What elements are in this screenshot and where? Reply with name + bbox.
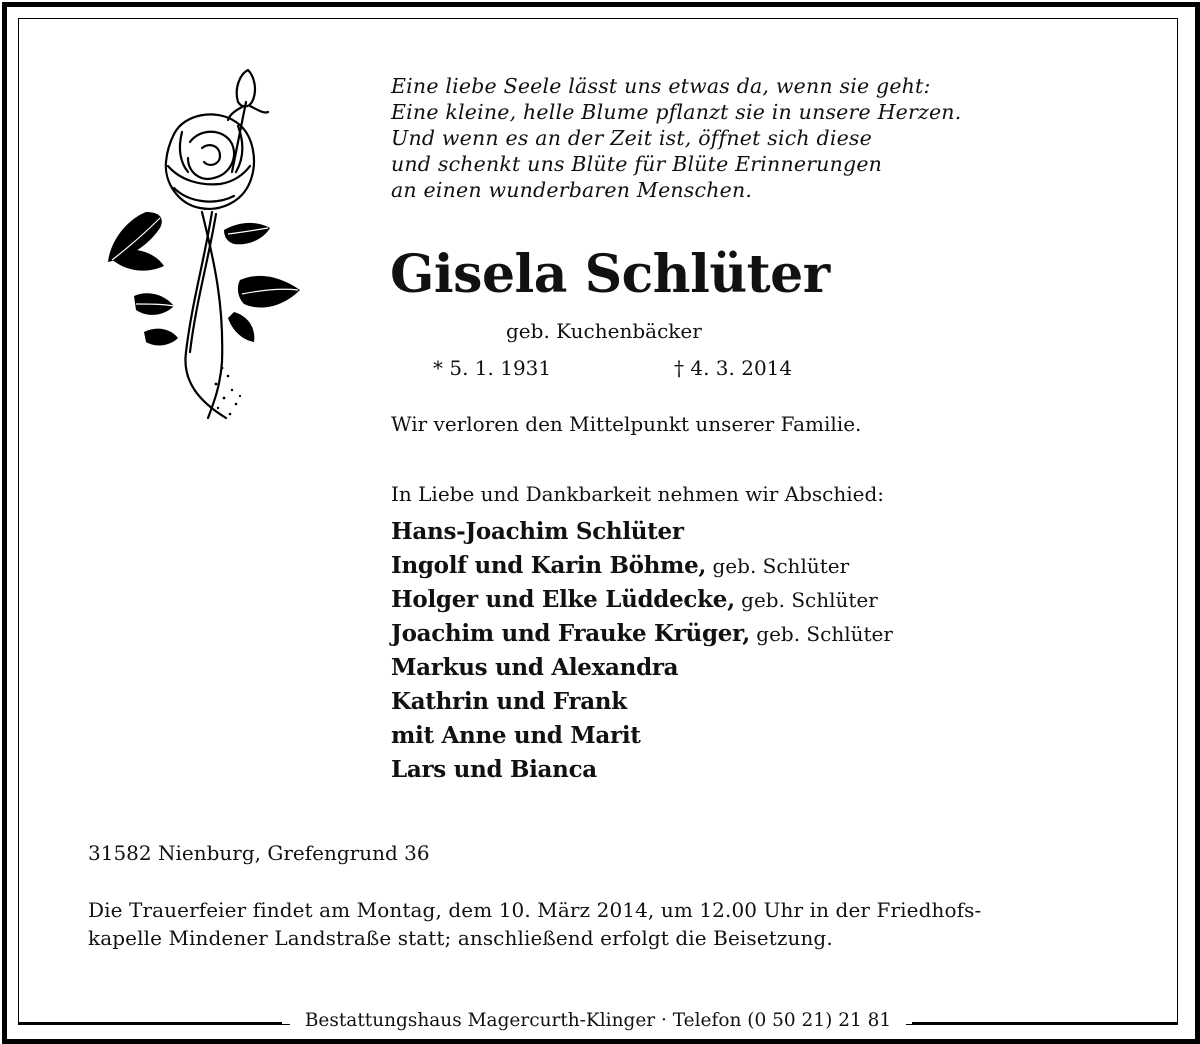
poem-line: Eine kleine, helle Blume pflanzt sie in unsere Herzen. xyxy=(391,100,962,124)
mourner-name: Kathrin und Frank xyxy=(391,688,627,715)
mourner-name: Ingolf und Karin Böhme, xyxy=(391,552,707,579)
mourner-name: Joachim und Frauke Krüger, xyxy=(391,620,750,647)
service-line: kapelle Mindener Landstraße statt; anschließend erfolgt die Beisetzung. xyxy=(88,926,833,950)
mourners-list xyxy=(391,515,893,787)
list-item xyxy=(391,753,893,787)
mourner-suffix: geb. Schlüter xyxy=(734,588,878,612)
poem-line: Und wenn es an der Zeit ist, öffnet sich diese xyxy=(391,126,872,150)
list-item xyxy=(391,583,893,617)
mourner-name: Hans-Joachim Schlüter xyxy=(391,518,684,545)
list-item xyxy=(391,719,893,753)
poem-line: Eine liebe Seele lässt uns etwas da, wenn sie geht: xyxy=(391,74,931,98)
funeral-service-info xyxy=(88,896,981,952)
service-line: Die Trauerfeier findet am Montag, dem 10. März 2014, um 12.00 Uhr in der Friedhofs- xyxy=(88,898,982,922)
list-item xyxy=(391,617,893,651)
family-tagline: Wir verloren den Mittelpunkt unserer Familie. xyxy=(391,412,862,436)
mourner-name: Markus und Alexandra xyxy=(391,654,679,681)
mourner-name: Holger und Elke Lüddecke, xyxy=(391,586,735,613)
footer-rule-left xyxy=(18,1022,282,1025)
rose-icon xyxy=(104,62,306,422)
list-item xyxy=(391,515,893,549)
family-address: 31582 Nienburg, Grefengrund 36 xyxy=(88,841,430,865)
death-date: † 4. 3. 2014 xyxy=(674,356,793,380)
list-item xyxy=(391,549,893,583)
funeral-home-footer: Bestattungshaus Magercurth-Klinger · Telefon (0 50 21) 21 81 xyxy=(290,1008,906,1034)
list-item xyxy=(391,685,893,719)
list-item xyxy=(391,651,893,685)
mourner-suffix: geb. Schlüter xyxy=(749,622,893,646)
birth-date: * 5. 1. 1931 xyxy=(433,356,552,380)
poem-line: und schenkt uns Blüte für Blüte Erinnerungen xyxy=(391,152,883,176)
farewell-intro: In Liebe und Dankbarkeit nehmen wir Abschied: xyxy=(391,482,884,506)
deceased-name: Gisela Schlüter xyxy=(390,244,830,305)
footer-rule-right xyxy=(912,1022,1178,1025)
mourner-name: Lars und Bianca xyxy=(391,756,597,783)
poem-line: an einen wunderbaren Menschen. xyxy=(391,178,753,202)
poem xyxy=(391,73,961,203)
maiden-name: geb. Kuchenbäcker xyxy=(506,319,702,343)
mourner-name: mit Anne und Marit xyxy=(391,722,641,749)
mourner-suffix: geb. Schlüter xyxy=(706,554,850,578)
